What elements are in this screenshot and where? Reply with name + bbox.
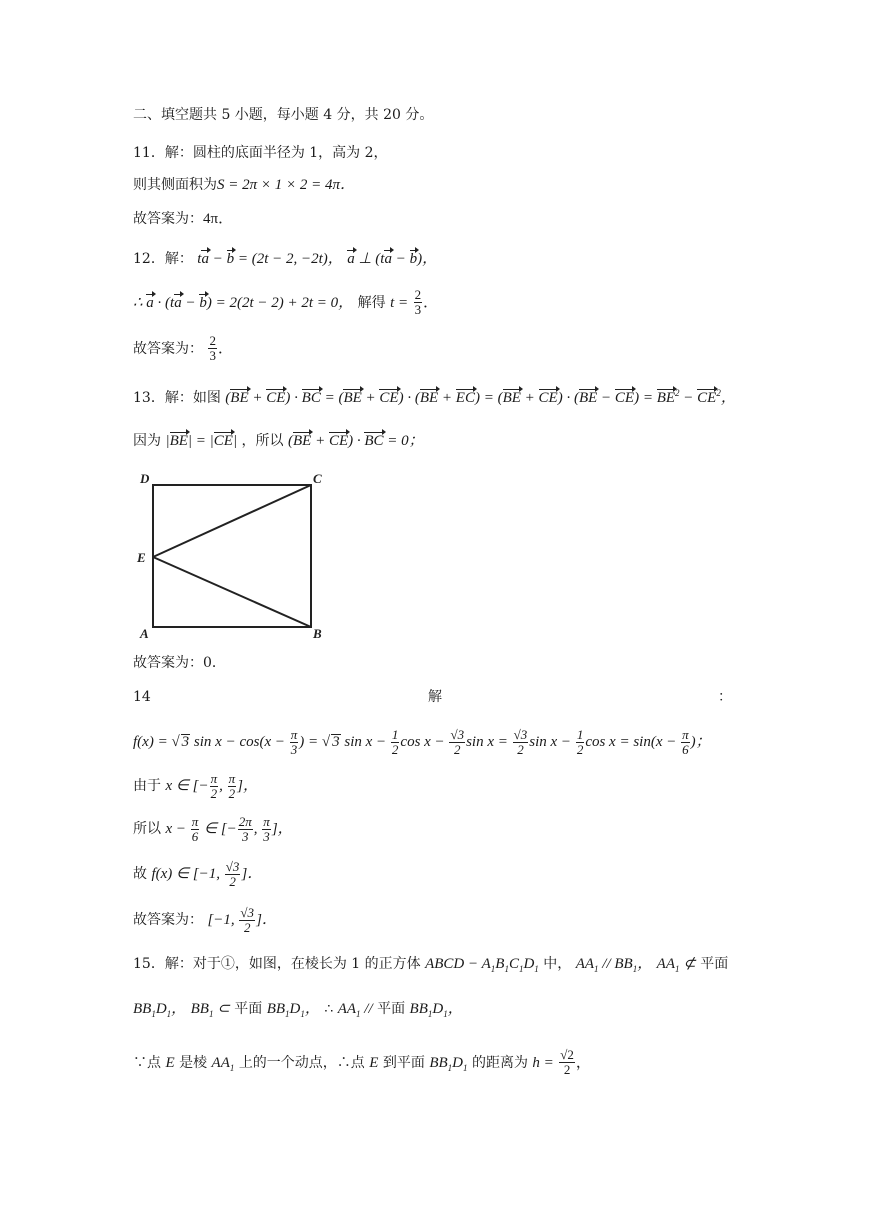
q14-shifted-range: x − $\frac{\pi}{6}$ ∈ [− $\frac{2\pi}{3}$ , $\frac{\pi}{3}$ ]， [165,814,293,845]
rectangle-figure [135,470,335,645]
q15-point-e-2: E [369,1054,379,1071]
q11-answer-label: 故答案为： [133,211,203,227]
q15-edge: $AA_1$ [211,1054,235,1073]
q15-cube: ABCD − $A_1B_1C_1D_1$ [425,956,539,974]
q12-solve-label: 解得 [357,294,386,311]
q14-line-1 [133,728,711,758]
q12-perp: a ⊥ (ta − b)， [347,251,438,267]
q14-hence: 故 [133,866,147,883]
q15-plane-name-3: $BB_1D_1$， [409,1001,463,1019]
q14-range: f(x) ∈ [−1, $\frac{√3}{2}$ ]． [151,859,263,890]
q15-distance-label: 的距离为 [471,1054,528,1071]
q14-line-2 [133,772,258,802]
q12-vector-eq: ta − b = (2t − 2, −2t)， [197,251,343,267]
q11-area-formula: S = 2π × 1 × 2 = 4π． [217,177,356,193]
q15-line-2 [133,1002,463,1019]
q14-domain: x ∈ [− $\frac{\pi}{2}$ , $\frac{\pi}{2}$ ]， [165,771,259,802]
label-C: C [313,471,322,486]
label-B: B [313,626,322,641]
q14-answer-label: 故答案为： [133,912,203,929]
q11-line-1: 11．解：圆柱的底面半径为 1，高为 2， [133,145,388,161]
q12-answer-fraction: $\frac{2}{3}$ [209,333,216,364]
q15-point-e: E [165,1054,175,1071]
q13-line-2 [133,434,424,449]
q15-plane-name: $BB_1D_1$， [133,1001,187,1019]
q14-answer: [−1, $\frac{√3}{2}$ ]． [207,905,277,936]
q15-parallel: $AA_1 // BB_1$， [575,956,653,974]
q13-because: 因为 [133,433,161,449]
q12-line-1 [133,252,437,267]
q15-plane: 平面 [700,956,729,972]
q13-label: 13．解：如图 [133,390,221,406]
q14-jie: 解 [428,689,442,705]
q15-plane-2: 平面 [234,1001,263,1017]
q15-intro: 15．解：对于①，如图，在棱长为 1 的正方体 [133,956,421,972]
q15-line-3: ∵点 E 是棱 $AA_1$ 上的一个动点，∴点 E 到平面 $BB_1D_1$ 的距离为 h = $\frac{√2}{2}$ ， [133,1047,591,1078]
q12-t-fraction: $\frac{2}{3}$ [414,287,422,318]
q13-therefore: ，所以 [241,433,284,449]
q14-function: f(x) = √ 3 sin x − cos(x − $\frac{\pi}{3}$ ) = √ 3 sin x − $\frac{1}{2}$ cos x − $\frac{√3}{2}$ sin x = $\frac{√3}{2}$ sin x − $\frac{1}{2}$ cos x = sin(x − $\frac{\pi}{6}$ )； [133,727,711,758]
q15-plane-3: 平面 [377,1001,406,1017]
q15-subset: $BB_1$ ⊂ [190,1001,230,1019]
q15-plane-name-4: $BB_1D_1$ [429,1054,468,1073]
section-header: 二、填空题共 5 小题，每小题 4 分，共 20 分。 [133,107,434,123]
q11-answer: 4π． [203,211,234,227]
q14-line-3 [133,815,293,845]
label-E: E [137,550,146,565]
q15-in: 中， [543,956,572,972]
q13-result: (BE + CE) · BC = 0； [287,433,424,449]
q14-number: 14 [133,689,151,705]
q11-line-3 [133,212,233,227]
q12-label: 12．解： [133,251,193,267]
q14-colon: ： [718,689,732,705]
q14-so: 所以 [133,821,161,838]
q15-therefore: ∴ [324,1001,334,1017]
q15-edge-label: 是棱 [179,1054,208,1071]
q11-line-2 [133,178,355,193]
q14-line-5 [133,906,277,936]
q15-to-plane: 到平面 [382,1054,425,1071]
q11-area-label: 则其侧面积为 [133,177,217,193]
q12-t-var: t = [390,294,409,311]
q15-because: ∵点 [133,1054,161,1071]
label-A: A [140,626,149,641]
label-D: D [140,471,150,486]
q15-plane-name-2: $BB_1D_1$， [266,1001,320,1019]
q15-h: h = [532,1054,554,1071]
q15-line-1 [133,957,728,974]
q15-moving-point: 上的一个动点，∴点 [238,1054,365,1071]
q12-line-3: 故答案为： $\frac{2}{3}$ ． [133,333,233,364]
q12-dot-product: ∴ a · (ta − b) = 2(2t − 2) + 2t = 0， [133,294,354,311]
q13-vector-identity: (BE + CE) · BC = $(BE + CE) \cdot (BE + EC) = (BE + CE) \cdot (BE - CE) = BE^2 - CE^2$， [225,388,736,406]
q13-answer: 故答案为：0． [133,655,226,671]
q15-parallel-plane: $AA_1$ // [337,1001,373,1019]
q14-line-4 [133,860,262,890]
q15-h-fraction: $\frac{√2}{2}$ [560,1047,574,1078]
q12-answer-label: 故答案为： [133,340,203,357]
q13-line-1 [133,389,736,406]
q15-not-subset: $AA_1$ ⊄ [656,956,696,974]
q12-line-2: ∴ a · (ta − b) = 2(2t − 2) + 2t = 0， 解得 t = $\frac{2}{3}$ ． [133,287,439,318]
q13-equal-lengths: |BE| = |CE| [165,433,238,449]
q14-since: 由于 [133,778,161,795]
